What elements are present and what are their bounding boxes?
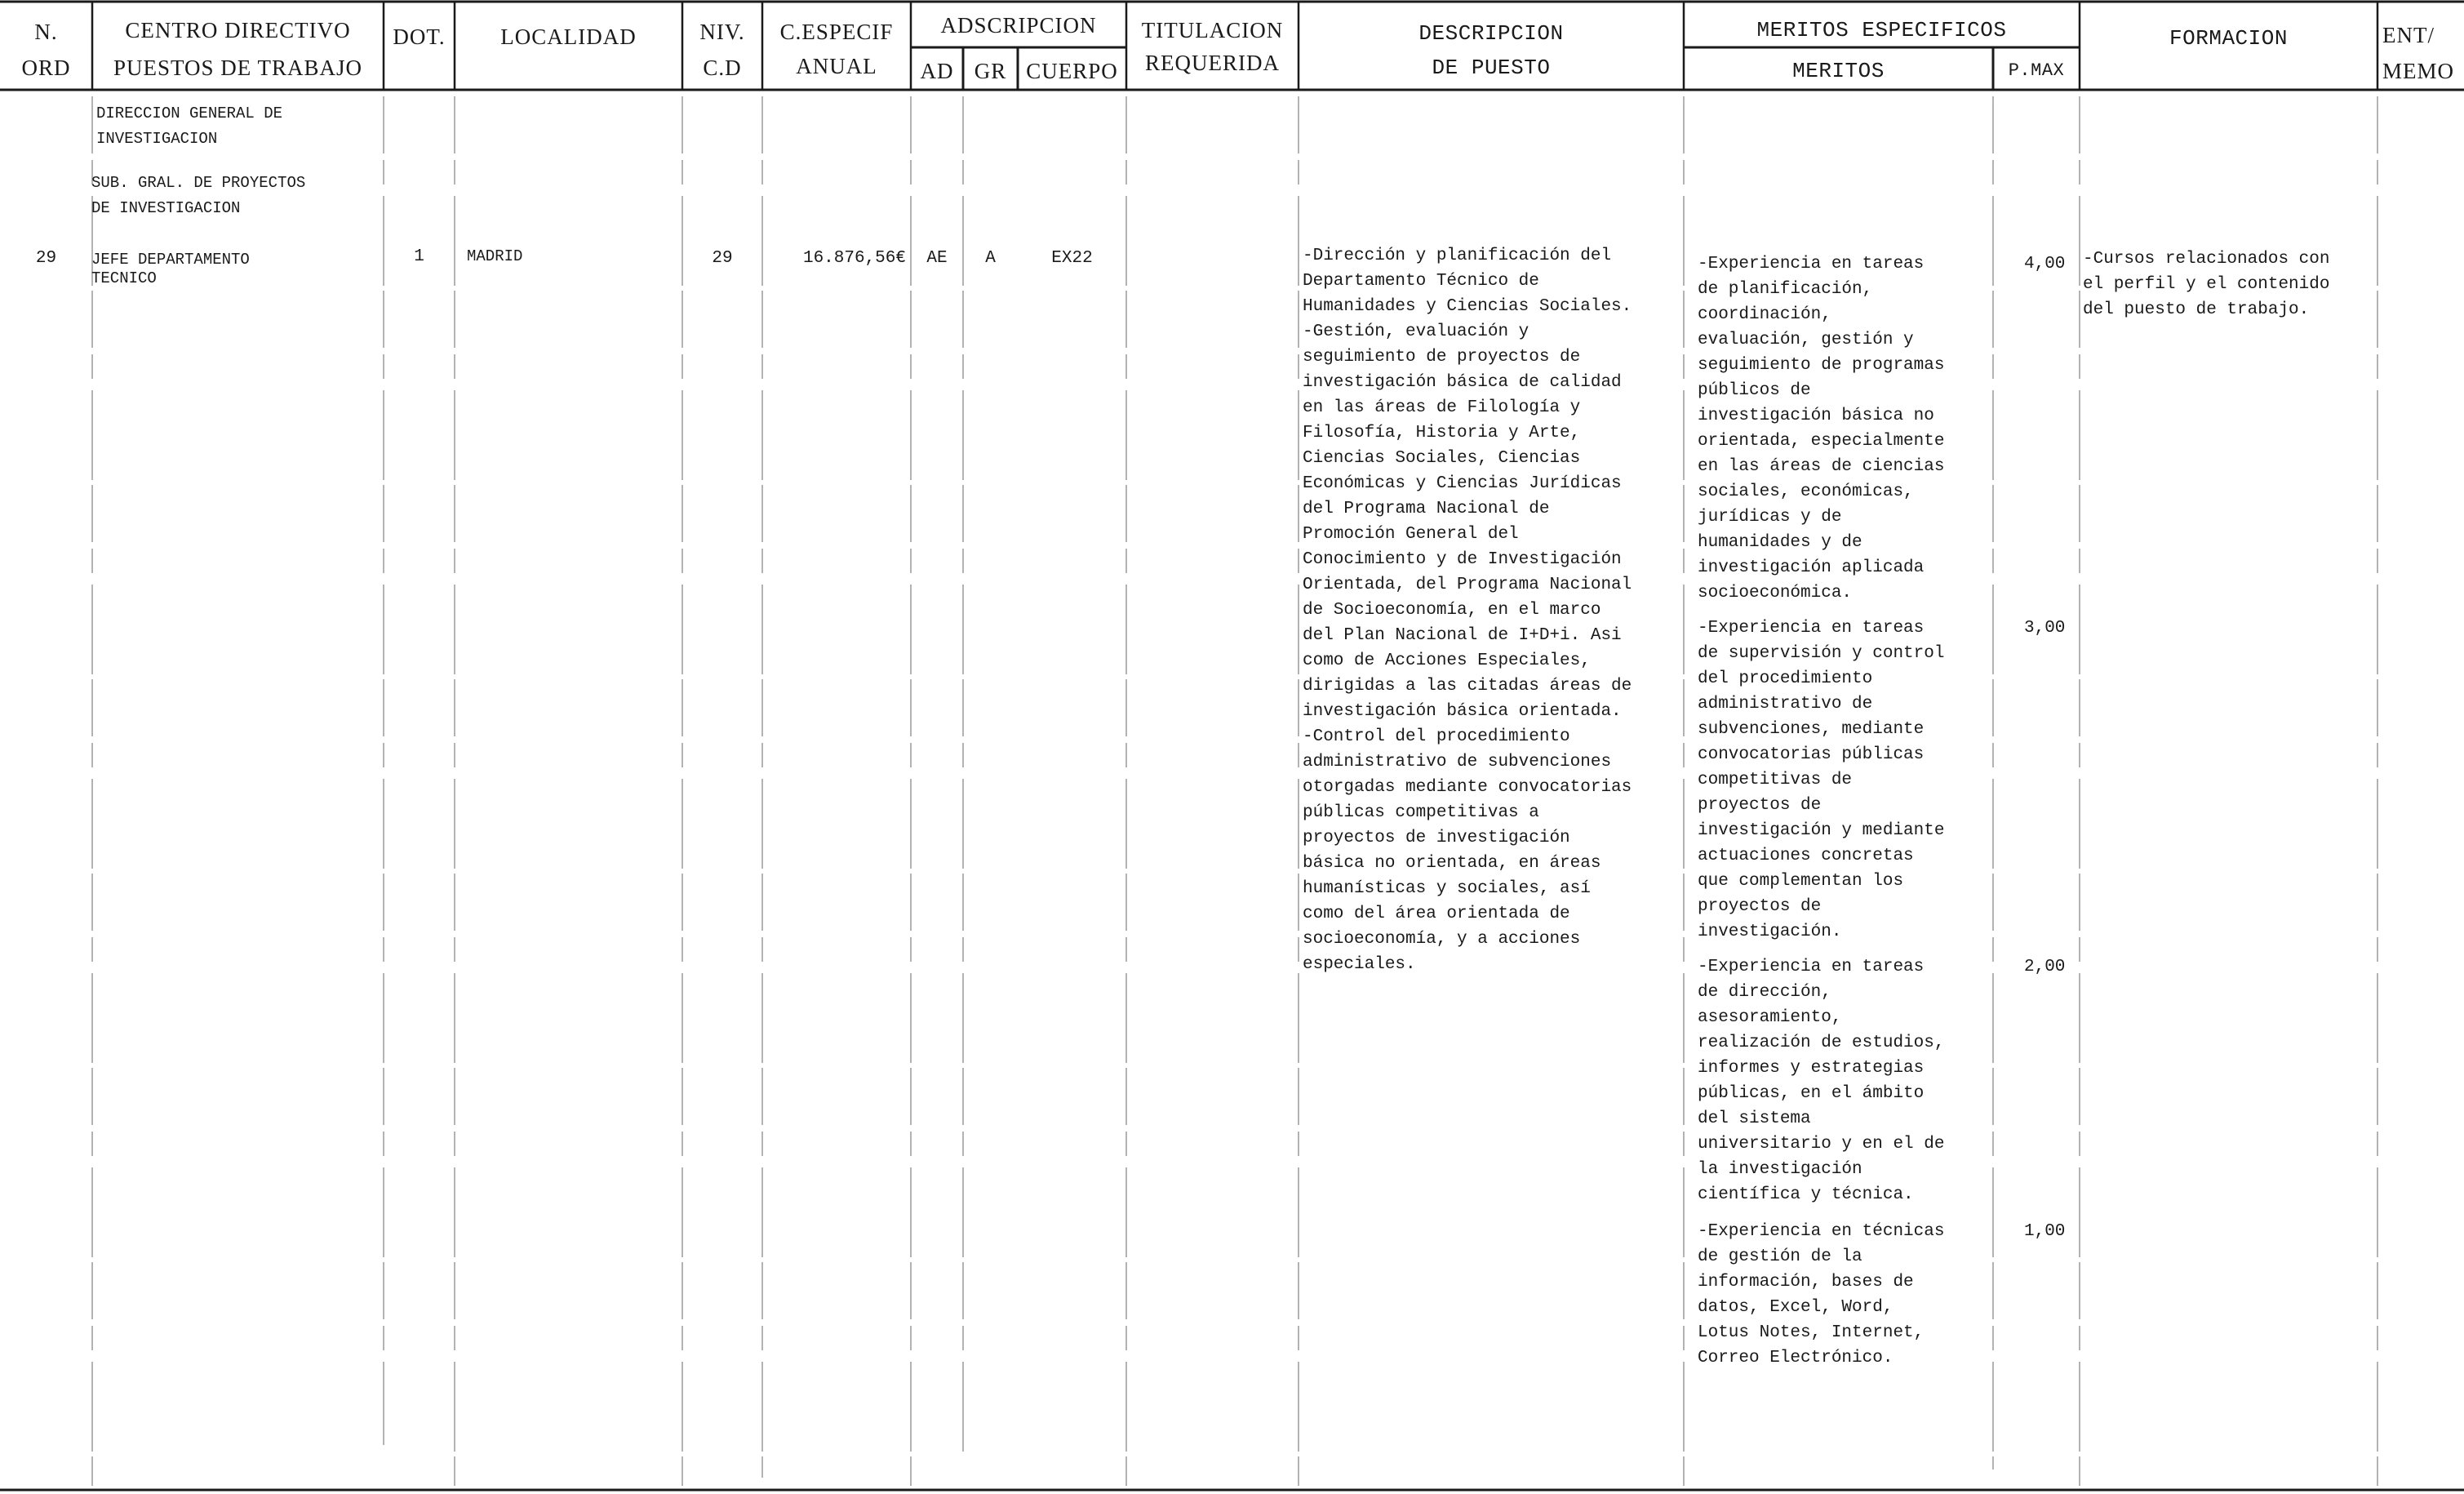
merito-line: la investigación — [1698, 1160, 1862, 1179]
descripcion-line: Ciencias Sociales, Ciencias — [1303, 449, 1581, 468]
descripcion-line: investigación básica orientada. — [1303, 702, 1622, 721]
descripcion-line: en las áreas de Filología y — [1303, 398, 1581, 417]
merito-line: en las áreas de ciencias — [1698, 457, 1945, 476]
row-descripcion — [1303, 243, 1632, 977]
merito-line: del procedimiento — [1698, 669, 1873, 688]
merito-line: administrativo de — [1698, 695, 1873, 714]
merito-line: de planificación, — [1698, 280, 1873, 299]
header-cuerpo: CUERPO — [1026, 59, 1118, 83]
merito-line: proyectos de — [1698, 796, 1822, 815]
header-titulacion-1: TITULACION — [1141, 18, 1284, 42]
merito-line: informes y estrategias — [1698, 1059, 1925, 1078]
merito-block — [1698, 616, 2066, 945]
header-nord-1: N. — [34, 20, 58, 44]
merito-block — [1698, 251, 2066, 606]
descripcion-line: investigación básica de calidad — [1303, 373, 1622, 392]
row-gr: A — [985, 249, 996, 268]
header-meritos-especificos: MERITOS ESPECIFICOS — [1756, 18, 2007, 42]
header-ent-1: ENT/ — [2382, 23, 2435, 47]
header-complemento-2: ANUAL — [796, 54, 877, 78]
header-ad: AD — [920, 59, 954, 83]
descripcion-line: humanísticas y sociales, así — [1303, 879, 1591, 898]
merito-line: subvenciones, mediante — [1698, 720, 1925, 739]
descripcion-line: como de Acciones Especiales, — [1303, 651, 1591, 670]
row-nivel: 29 — [712, 249, 733, 268]
header-meritos: MERITOS — [1792, 59, 1885, 83]
merito-pmax: 2,00 — [2024, 958, 2066, 976]
descripcion-line: básica no orientada, en áreas — [1303, 854, 1601, 873]
descripcion-line: de Socioeconomía, en el marco — [1303, 601, 1601, 620]
merito-block — [1698, 1219, 2066, 1371]
header-nord-2: ORD — [21, 56, 71, 80]
row-localidad: MADRID — [467, 247, 523, 265]
merito-pmax: 3,00 — [2024, 619, 2066, 638]
header-adscripcion: ADSCRIPCION — [940, 13, 1097, 38]
merito-line: jurídicas y de — [1698, 508, 1842, 527]
merito-line: datos, Excel, Word, — [1698, 1298, 1894, 1317]
descripcion-line: -Dirección y planificación del — [1303, 247, 1612, 265]
merito-line: investigación y mediante — [1698, 821, 1945, 840]
row-nord: 29 — [35, 249, 57, 268]
formacion-line: el perfil y el contenido — [2083, 275, 2330, 294]
header-complemento-1: C.ESPECIF — [779, 20, 894, 44]
header-formacion: FORMACION — [2169, 26, 2288, 51]
header-centro-2: PUESTOS DE TRABAJO — [113, 56, 363, 80]
merito-line: Lotus Notes, Internet, — [1698, 1323, 1925, 1342]
row-puesto-line: TECNICO — [91, 269, 157, 287]
merito-line: -Experiencia en tareas — [1698, 255, 1925, 273]
descripcion-line: Departamento Técnico de — [1303, 272, 1539, 291]
descripcion-line: socioeconomía, y a acciones — [1303, 930, 1581, 949]
header-pmax: P.MAX — [2008, 60, 2065, 81]
descripcion-line: -Control del procedimiento — [1303, 727, 1570, 746]
merito-line: de dirección, — [1698, 983, 1831, 1002]
merito-line: de supervisión y control — [1698, 644, 1945, 663]
unit-subdireccion-line: SUB. GRAL. DE PROYECTOS — [91, 174, 306, 192]
header-ent-2: MEMO — [2382, 59, 2455, 83]
merito-pmax: 1,00 — [2024, 1222, 2066, 1241]
unit-direccion-line: INVESTIGACION — [96, 130, 218, 148]
merito-line: socioeconómica. — [1698, 584, 1853, 602]
descripcion-line: especiales. — [1303, 955, 1416, 974]
merito-line: información, bases de — [1698, 1273, 1914, 1292]
descripcion-line: Orientada, del Programa Nacional — [1303, 576, 1632, 594]
formacion-line: -Cursos relacionados con — [2083, 250, 2330, 269]
unit-subdireccion-line: DE INVESTIGACION — [91, 199, 241, 217]
merito-line: públicas, en el ámbito — [1698, 1084, 1925, 1103]
merito-line: competitivas de — [1698, 771, 1853, 789]
row-puesto-line: JEFE DEPARTAMENTO — [91, 251, 250, 269]
merito-line: actuaciones concretas — [1698, 847, 1914, 865]
merito-line: de gestión de la — [1698, 1247, 1862, 1266]
unit-direccion-general — [96, 101, 282, 152]
merito-line: investigación. — [1698, 923, 1842, 941]
descripcion-line: Promoción General del — [1303, 525, 1519, 544]
merito-line: Correo Electrónico. — [1698, 1349, 1894, 1367]
merito-line: asesoramiento, — [1698, 1008, 1842, 1027]
descripcion-line: seguimiento de proyectos de — [1303, 348, 1581, 367]
descripcion-line: otorgadas mediante convocatorias — [1303, 778, 1632, 797]
row-meritos — [1698, 251, 2066, 1371]
merito-block — [1698, 954, 2066, 1207]
descripcion-line: proyectos de investigación — [1303, 829, 1570, 847]
merito-pmax: 4,00 — [2024, 255, 2066, 273]
descripcion-line: administrativo de subvenciones — [1303, 753, 1612, 771]
descripcion-line: Conocimiento y de Investigación — [1303, 550, 1622, 569]
header-nivel-1: NIV. — [699, 20, 745, 44]
header-titulacion-2: REQUERIDA — [1145, 51, 1280, 75]
unit-direccion-line: DIRECCION GENERAL DE — [96, 104, 283, 122]
merito-line: -Experiencia en tareas — [1698, 958, 1925, 976]
merito-line: investigación básica no — [1698, 407, 1934, 425]
merito-line: que complementan los — [1698, 872, 1904, 891]
header-nivel-2: C.D — [703, 56, 742, 80]
header-descripcion-2: DE PUESTO — [1432, 56, 1551, 80]
merito-line: del sistema — [1698, 1109, 1811, 1128]
merito-line: -Experiencia en tareas — [1698, 619, 1925, 638]
merito-line: seguimiento de programas — [1698, 356, 1945, 375]
merito-line: humanidades y de — [1698, 533, 1862, 552]
merito-line: evaluación, gestión y — [1698, 331, 1914, 349]
merito-line: convocatorias públicas — [1698, 745, 1925, 764]
descripcion-line: del Plan Nacional de I+D+i. Asi — [1303, 626, 1622, 645]
row-complemento: 16.876,56€ — [802, 249, 906, 268]
merito-line: universitario y en el de — [1698, 1135, 1945, 1154]
descripcion-line: del Programa Nacional de — [1303, 500, 1550, 518]
row-formacion — [2083, 247, 2329, 322]
merito-line: proyectos de — [1698, 897, 1822, 916]
row-ad: AE — [926, 249, 948, 268]
header-centro-1: CENTRO DIRECTIVO — [125, 18, 351, 42]
merito-line: científica y técnica. — [1698, 1185, 1914, 1204]
descripcion-line: Humanidades y Ciencias Sociales. — [1303, 297, 1632, 316]
row-puesto — [91, 247, 250, 291]
merito-line: orientada, especialmente — [1698, 432, 1945, 451]
header-dot: DOT. — [393, 24, 446, 49]
merito-line: coordinación, — [1698, 305, 1831, 324]
descripcion-line: públicas competitivas a — [1303, 803, 1539, 822]
header-descripcion-1: DESCRIPCION — [1418, 21, 1564, 46]
descripcion-line: como del área orientada de — [1303, 905, 1570, 923]
merito-line: investigación aplicada — [1698, 558, 1925, 577]
descripcion-line: Económicas y Ciencias Jurídicas — [1303, 474, 1622, 493]
row-cuerpo: EX22 — [1051, 249, 1093, 268]
header-gr: GR — [974, 59, 1007, 83]
descripcion-line: -Gestión, evaluación y — [1303, 322, 1529, 341]
unit-subdireccion — [91, 171, 305, 221]
descripcion-line: dirigidas a las citadas áreas de — [1303, 677, 1632, 696]
merito-line: -Experiencia en técnicas — [1698, 1222, 1945, 1241]
merito-line: sociales, económicas, — [1698, 482, 1914, 501]
header-localidad: LOCALIDAD — [500, 24, 637, 49]
descripcion-line: Filosofía, Historia y Arte, — [1303, 424, 1581, 442]
formacion-line: del puesto de trabajo. — [2083, 300, 2310, 319]
row-dotacion: 1 — [414, 247, 424, 266]
merito-line: realización de estudios, — [1698, 1034, 1945, 1052]
merito-line: públicos de — [1698, 381, 1811, 400]
